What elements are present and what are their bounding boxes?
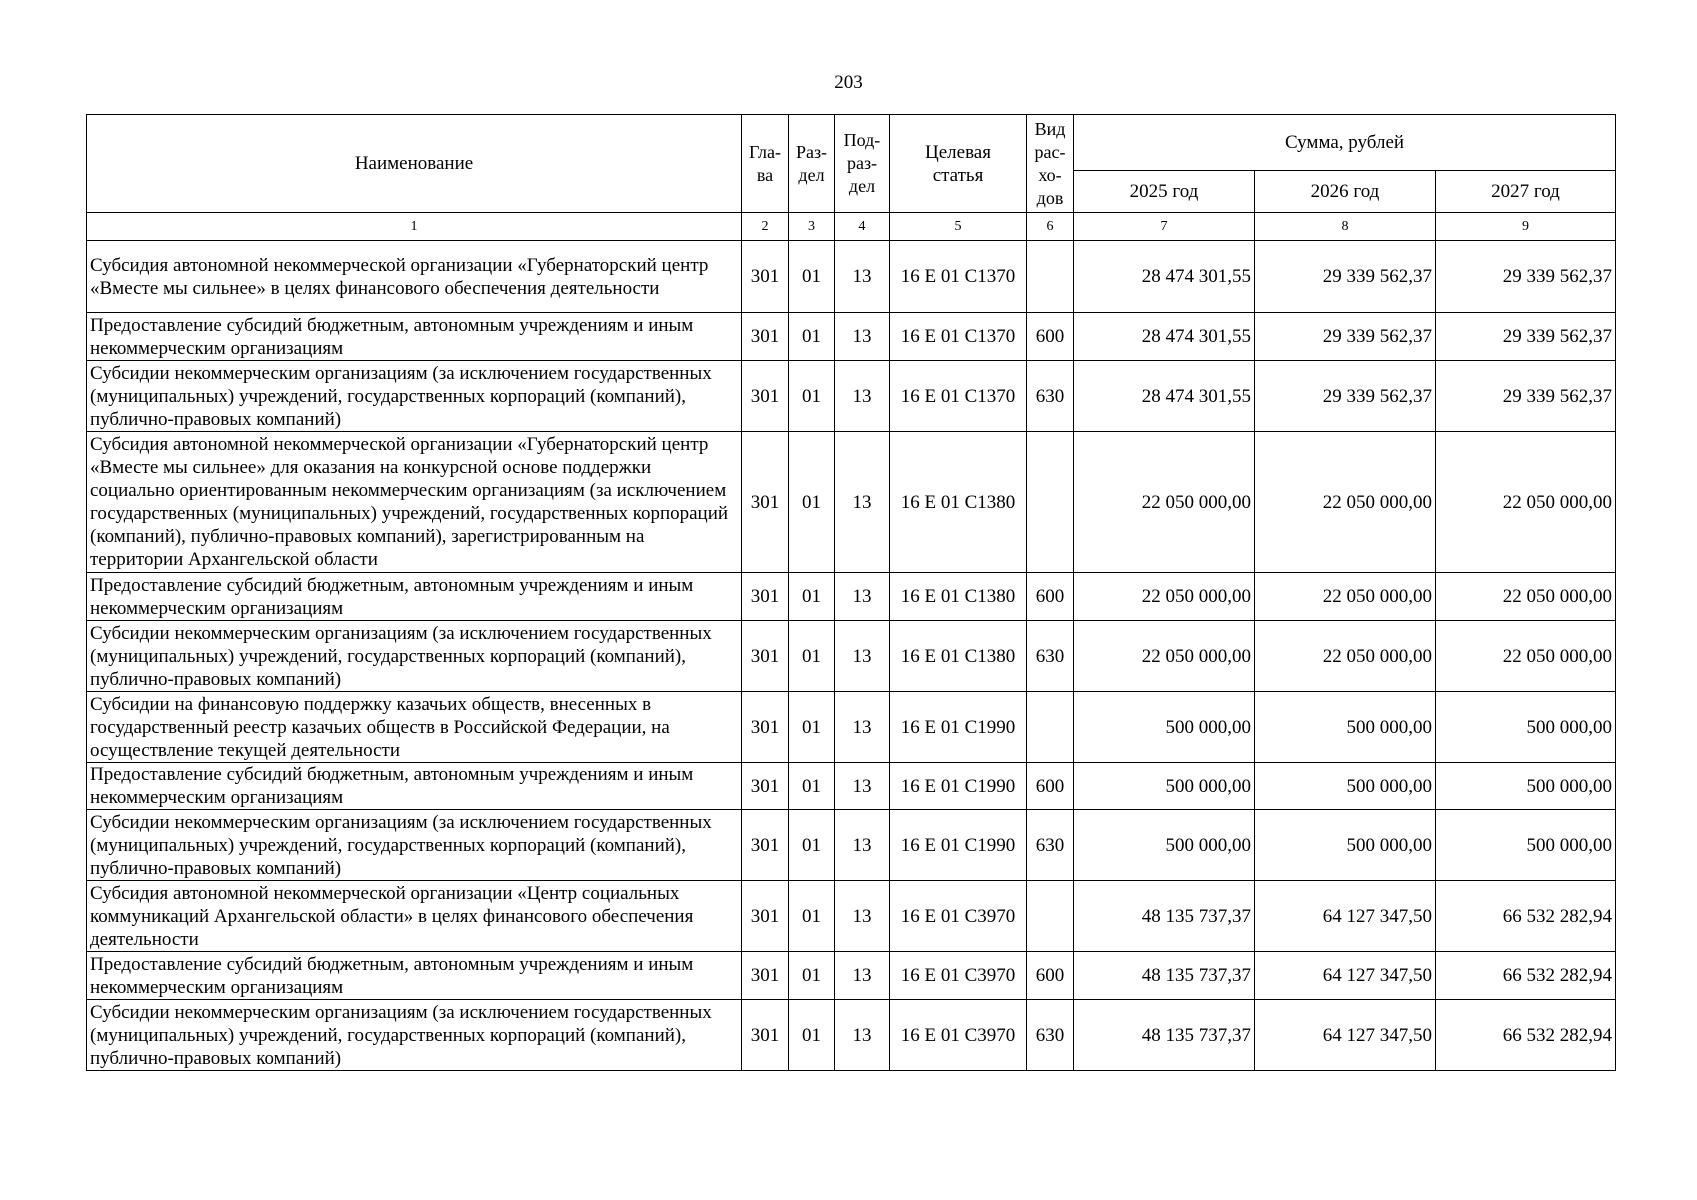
row-celevaya: 16 Е 01 С1370 [890, 313, 1027, 361]
row-podrazdel: 13 [835, 1000, 890, 1071]
row-vid: 630 [1027, 1000, 1074, 1071]
row-celevaya: 16 Е 01 С1380 [890, 432, 1027, 573]
row-sum-2026: 29 339 562,37 [1255, 361, 1436, 432]
row-sum-2025: 500 000,00 [1074, 763, 1255, 810]
row-sum-2026: 22 050 000,00 [1255, 573, 1436, 621]
row-sum-2025: 22 050 000,00 [1074, 573, 1255, 621]
table-row [87, 361, 1616, 432]
row-vid [1027, 241, 1074, 313]
table-row [87, 432, 1616, 573]
header-vid: Вид рас- хо- дов [1027, 115, 1074, 213]
row-celevaya: 16 Е 01 С1370 [890, 361, 1027, 432]
row-sum-2026: 500 000,00 [1255, 763, 1436, 810]
row-razdel: 01 [789, 810, 835, 881]
column-number: 8 [1255, 213, 1436, 241]
row-razdel: 01 [789, 692, 835, 763]
header-year-2027: 2027 год [1436, 171, 1616, 213]
row-name: Субсидии некоммерческим организациям (за исключением государственных (муниципальных) учреждений, государственных корпораций (компаний), публично-правовых компаний) [87, 1000, 742, 1071]
row-sum-2025: 48 135 737,37 [1074, 1000, 1255, 1071]
row-celevaya: 16 Е 01 С3970 [890, 952, 1027, 1000]
header-razdel: Раз- дел [789, 115, 835, 213]
row-name: Субсидии некоммерческим организациям (за исключением государственных (муниципальных) учреждений, государственных корпораций (компаний), публично-правовых компаний) [87, 621, 742, 692]
row-glava: 301 [742, 881, 789, 952]
table-row [87, 810, 1616, 881]
row-vid [1027, 881, 1074, 952]
row-razdel: 01 [789, 621, 835, 692]
row-vid: 630 [1027, 361, 1074, 432]
row-name: Предоставление субсидий бюджетным, автономным учреждениям и иным некоммерческим организациям [87, 952, 742, 1000]
table-row [87, 621, 1616, 692]
table-row [87, 881, 1616, 952]
table-row [87, 692, 1616, 763]
row-sum-2026: 500 000,00 [1255, 810, 1436, 881]
row-podrazdel: 13 [835, 763, 890, 810]
row-sum-2027: 29 339 562,37 [1436, 241, 1616, 313]
row-glava: 301 [742, 313, 789, 361]
row-razdel: 01 [789, 763, 835, 810]
row-celevaya: 16 Е 01 С1370 [890, 241, 1027, 313]
row-glava: 301 [742, 621, 789, 692]
row-glava: 301 [742, 241, 789, 313]
column-number: 4 [835, 213, 890, 241]
table-row [87, 573, 1616, 621]
row-glava: 301 [742, 952, 789, 1000]
row-celevaya: 16 Е 01 С1990 [890, 810, 1027, 881]
row-glava: 301 [742, 361, 789, 432]
row-sum-2026: 29 339 562,37 [1255, 313, 1436, 361]
header-name: Наименование [87, 115, 742, 213]
header-glava: Гла- ва [742, 115, 789, 213]
row-razdel: 01 [789, 573, 835, 621]
column-number-row [87, 213, 1616, 241]
column-number: 2 [742, 213, 789, 241]
row-sum-2026: 64 127 347,50 [1255, 952, 1436, 1000]
row-glava: 301 [742, 692, 789, 763]
row-sum-2027: 22 050 000,00 [1436, 621, 1616, 692]
row-razdel: 01 [789, 881, 835, 952]
table-row [87, 952, 1616, 1000]
row-vid: 600 [1027, 313, 1074, 361]
row-sum-2026: 22 050 000,00 [1255, 432, 1436, 573]
row-sum-2025: 22 050 000,00 [1074, 621, 1255, 692]
row-name: Субсидии на финансовую поддержку казачьих обществ, внесенных в государственный реестр казачьих обществ в Российской Федерации, на осуществление текущей деятельности [87, 692, 742, 763]
column-number: 7 [1074, 213, 1255, 241]
table-row [87, 1000, 1616, 1071]
row-glava: 301 [742, 810, 789, 881]
row-sum-2025: 28 474 301,55 [1074, 361, 1255, 432]
row-razdel: 01 [789, 241, 835, 313]
header-row [87, 115, 1616, 171]
row-sum-2026: 29 339 562,37 [1255, 241, 1436, 313]
row-razdel: 01 [789, 313, 835, 361]
row-name: Предоставление субсидий бюджетным, автономным учреждениям и иным некоммерческим организациям [87, 313, 742, 361]
row-vid [1027, 692, 1074, 763]
row-podrazdel: 13 [835, 952, 890, 1000]
row-podrazdel: 13 [835, 313, 890, 361]
table-row [87, 241, 1616, 313]
row-celevaya: 16 Е 01 С3970 [890, 1000, 1027, 1071]
row-razdel: 01 [789, 432, 835, 573]
header-celevaya: Целевая статья [890, 115, 1027, 213]
column-number: 5 [890, 213, 1027, 241]
column-number: 9 [1436, 213, 1616, 241]
row-sum-2027: 22 050 000,00 [1436, 432, 1616, 573]
row-sum-2027: 500 000,00 [1436, 763, 1616, 810]
row-sum-2027: 66 532 282,94 [1436, 881, 1616, 952]
budget-table [86, 114, 1616, 1071]
row-sum-2025: 48 135 737,37 [1074, 952, 1255, 1000]
row-vid: 630 [1027, 810, 1074, 881]
row-glava: 301 [742, 1000, 789, 1071]
row-vid: 600 [1027, 573, 1074, 621]
table-row [87, 313, 1616, 361]
row-sum-2027: 500 000,00 [1436, 810, 1616, 881]
row-sum-2026: 64 127 347,50 [1255, 881, 1436, 952]
column-number: 1 [87, 213, 742, 241]
row-podrazdel: 13 [835, 361, 890, 432]
row-sum-2026: 64 127 347,50 [1255, 1000, 1436, 1071]
row-name: Субсидии некоммерческим организациям (за исключением государственных (муниципальных) учреждений, государственных корпораций (компаний), публично-правовых компаний) [87, 361, 742, 432]
row-razdel: 01 [789, 361, 835, 432]
row-name: Субсидия автономной некоммерческой организации «Губернаторский центр «Вместе мы сильнее» в целях финансового обеспечения деятельности [87, 241, 742, 313]
header-podrazdel: Под- раз- дел [835, 115, 890, 213]
row-podrazdel: 13 [835, 573, 890, 621]
row-sum-2026: 500 000,00 [1255, 692, 1436, 763]
row-celevaya: 16 Е 01 С1990 [890, 763, 1027, 810]
row-celevaya: 16 Е 01 С3970 [890, 881, 1027, 952]
row-podrazdel: 13 [835, 241, 890, 313]
row-celevaya: 16 Е 01 С1380 [890, 573, 1027, 621]
row-podrazdel: 13 [835, 881, 890, 952]
row-sum-2025: 28 474 301,55 [1074, 241, 1255, 313]
header-year-2026: 2026 год [1255, 171, 1436, 213]
row-podrazdel: 13 [835, 621, 890, 692]
row-glava: 301 [742, 763, 789, 810]
row-sum-2025: 28 474 301,55 [1074, 313, 1255, 361]
row-sum-2025: 500 000,00 [1074, 692, 1255, 763]
row-vid: 630 [1027, 621, 1074, 692]
header-summa: Сумма, рублей [1074, 115, 1616, 171]
page-number: 203 [834, 72, 863, 93]
row-celevaya: 16 Е 01 С1990 [890, 692, 1027, 763]
column-number: 6 [1027, 213, 1074, 241]
row-name: Предоставление субсидий бюджетным, автономным учреждениям и иным некоммерческим организациям [87, 573, 742, 621]
row-vid: 600 [1027, 952, 1074, 1000]
row-sum-2027: 29 339 562,37 [1436, 313, 1616, 361]
row-sum-2025: 22 050 000,00 [1074, 432, 1255, 573]
row-razdel: 01 [789, 1000, 835, 1071]
row-vid [1027, 432, 1074, 573]
row-vid: 600 [1027, 763, 1074, 810]
row-sum-2025: 48 135 737,37 [1074, 881, 1255, 952]
row-sum-2027: 66 532 282,94 [1436, 1000, 1616, 1071]
row-glava: 301 [742, 573, 789, 621]
row-podrazdel: 13 [835, 810, 890, 881]
row-podrazdel: 13 [835, 692, 890, 763]
header-year-2025: 2025 год [1074, 171, 1255, 213]
row-sum-2027: 66 532 282,94 [1436, 952, 1616, 1000]
row-name: Субсидии некоммерческим организациям (за исключением государственных (муниципальных) учреждений, государственных корпораций (компаний), публично-правовых компаний) [87, 810, 742, 881]
row-sum-2026: 22 050 000,00 [1255, 621, 1436, 692]
row-razdel: 01 [789, 952, 835, 1000]
table-row [87, 763, 1616, 810]
row-celevaya: 16 Е 01 С1380 [890, 621, 1027, 692]
column-number: 3 [789, 213, 835, 241]
row-name: Субсидия автономной некоммерческой организации «Центр социальных коммуникаций Архангельской области» в целях финансового обеспечения деятельности [87, 881, 742, 952]
row-name: Субсидия автономной некоммерческой организации «Губернаторский центр «Вместе мы сильнее» для оказания на конкурсной основе поддержки социально ориентированным некоммерческим организациям (за исключением государственных (муниципальных) учреждений, государственных корпораций (компаний), публично-правовых компаний), зарегистрированным на территории Архангельской области [87, 432, 742, 573]
row-sum-2025: 500 000,00 [1074, 810, 1255, 881]
row-name: Предоставление субсидий бюджетным, автономным учреждениям и иным некоммерческим организациям [87, 763, 742, 810]
row-sum-2027: 29 339 562,37 [1436, 361, 1616, 432]
row-podrazdel: 13 [835, 432, 890, 573]
row-glava: 301 [742, 432, 789, 573]
row-sum-2027: 22 050 000,00 [1436, 573, 1616, 621]
row-sum-2027: 500 000,00 [1436, 692, 1616, 763]
